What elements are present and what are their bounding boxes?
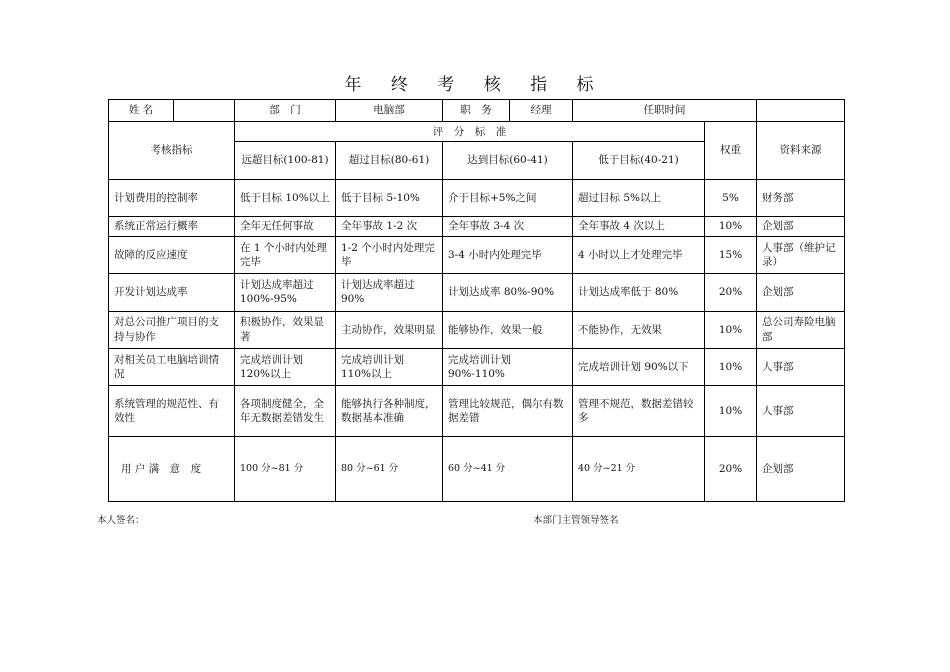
row-weight: 15% <box>705 236 757 273</box>
row-indicator: 用 户 满 意 度 <box>109 437 235 502</box>
table-row <box>109 179 845 216</box>
row-source: 人事部 <box>757 386 845 437</box>
column-header-row <box>109 122 845 142</box>
name-value <box>174 100 234 121</box>
row-indicator: 计划费用的控制率 <box>109 179 235 216</box>
row-level-3: 能够协作，效果一般 <box>443 311 573 348</box>
row-level-4: 计划达成率低于 80% <box>573 274 705 311</box>
col-level-4: 低于目标(40-21) <box>573 142 705 179</box>
row-level-4: 完成培训计划 90%以下 <box>573 348 705 385</box>
row-level-3: 管理比较规范，偶尔有数据差错 <box>443 386 573 437</box>
row-indicator: 对总公司推广项目的支持与协作 <box>109 311 235 348</box>
row-indicator: 对相关员工电脑培训情况 <box>109 348 235 385</box>
table-row <box>109 236 845 273</box>
row-source: 企划部 <box>757 437 845 502</box>
row-level-1: 计划达成率超过100%-95% <box>235 274 336 311</box>
row-weight: 5% <box>705 179 757 216</box>
manager-signature-label: 本部门主管领导签名 <box>533 515 619 526</box>
row-level-4: 全年事故 4 次以上 <box>573 216 705 236</box>
row-weight: 10% <box>705 216 757 236</box>
row-indicator: 开发计划达成率 <box>109 274 235 311</box>
row-weight: 10% <box>705 386 757 437</box>
dept-value: 电脑部 <box>336 100 443 122</box>
row-level-4: 4 小时以上才处理完毕 <box>573 236 705 273</box>
table-row <box>109 216 845 236</box>
row-source: 企划部 <box>757 216 845 236</box>
row-level-4: 超过目标 5%以上 <box>573 179 705 216</box>
row-level-2: 1-2 个小时内处理完毕 <box>336 236 443 273</box>
table-row <box>109 311 845 348</box>
col-level-3: 达到目标(60-41) <box>443 142 573 179</box>
col-indicator: 考核指标 <box>109 122 235 179</box>
row-level-3: 3-4 小时内处理完毕 <box>443 236 573 273</box>
header-info-row <box>109 100 845 122</box>
position-value: 经理 <box>530 104 552 116</box>
row-level-3: 全年事故 3-4 次 <box>443 216 573 236</box>
row-source: 总公司寿险电脑部 <box>757 311 845 348</box>
row-level-2: 主动协作，效果明显 <box>336 311 443 348</box>
row-indicator: 系统管理的规范性、有效性 <box>109 386 235 437</box>
row-indicator: 系统正常运行概率 <box>109 216 235 236</box>
row-level-1: 100 分~81 分 <box>235 437 336 502</box>
row-weight: 20% <box>705 274 757 311</box>
row-level-4: 40 分~21 分 <box>573 437 705 502</box>
col-weight: 权重 <box>705 122 757 179</box>
row-level-4: 不能协作，无效果 <box>573 311 705 348</box>
row-source: 人事部（维护记录） <box>757 236 845 273</box>
table-row <box>109 437 845 502</box>
row-level-2: 计划达成率超过90% <box>336 274 443 311</box>
row-weight: 10% <box>705 311 757 348</box>
row-level-3: 计划达成率 80%-90% <box>443 274 573 311</box>
row-source: 人事部 <box>757 348 845 385</box>
position-label: 职 务 <box>443 100 510 121</box>
row-indicator: 故障的反应速度 <box>109 236 235 273</box>
dept-label: 部 门 <box>235 100 336 122</box>
tenure-label: 任职时间 <box>573 100 757 122</box>
row-level-2: 低于目标 5-10% <box>336 179 443 216</box>
row-level-2: 80 分~61 分 <box>336 437 443 502</box>
tenure-value <box>757 100 845 122</box>
row-level-1: 低于目标 10%以上 <box>235 179 336 216</box>
table-row <box>109 348 845 385</box>
name-label: 姓 名 <box>109 100 174 121</box>
row-level-1: 完成培训计划120%以上 <box>235 348 336 385</box>
info-cell-name <box>109 100 235 122</box>
row-level-3: 60 分~41 分 <box>443 437 573 502</box>
row-source: 企划部 <box>757 274 845 311</box>
col-level-2: 超过目标(80-61) <box>336 142 443 179</box>
document-title: 年 终 考 核 指 标 <box>344 75 606 95</box>
row-level-2: 完成培训计划 110%以上 <box>336 348 443 385</box>
self-signature-label: 本人签名： <box>97 515 145 526</box>
row-level-3: 完成培训计划90%-110% <box>443 348 573 385</box>
row-level-2: 全年事故 1-2 次 <box>336 216 443 236</box>
evaluation-table <box>108 99 845 502</box>
row-level-1: 各项制度健全，全年无数据差错发生 <box>235 386 336 437</box>
row-level-2: 能够执行各种制度，数据基本准确 <box>336 386 443 437</box>
row-level-3: 介于目标+5%之间 <box>443 179 573 216</box>
row-level-1: 在 1 个小时内处理完毕 <box>235 236 336 273</box>
row-level-4: 管理不规范，数据差错较多 <box>573 386 705 437</box>
row-level-1: 积极协作，效果显著 <box>235 311 336 348</box>
row-source: 财务部 <box>757 179 845 216</box>
table-row <box>109 386 845 437</box>
col-source: 资料来源 <box>757 122 845 179</box>
row-level-1: 全年无任何事故 <box>235 216 336 236</box>
row-weight: 20% <box>705 437 757 502</box>
info-cell-position <box>443 100 573 122</box>
col-scoring: 评 分 标 准 <box>235 122 705 142</box>
table-row <box>109 274 845 311</box>
col-level-1: 远超目标(100-81) <box>235 142 336 179</box>
row-weight: 10% <box>705 348 757 385</box>
